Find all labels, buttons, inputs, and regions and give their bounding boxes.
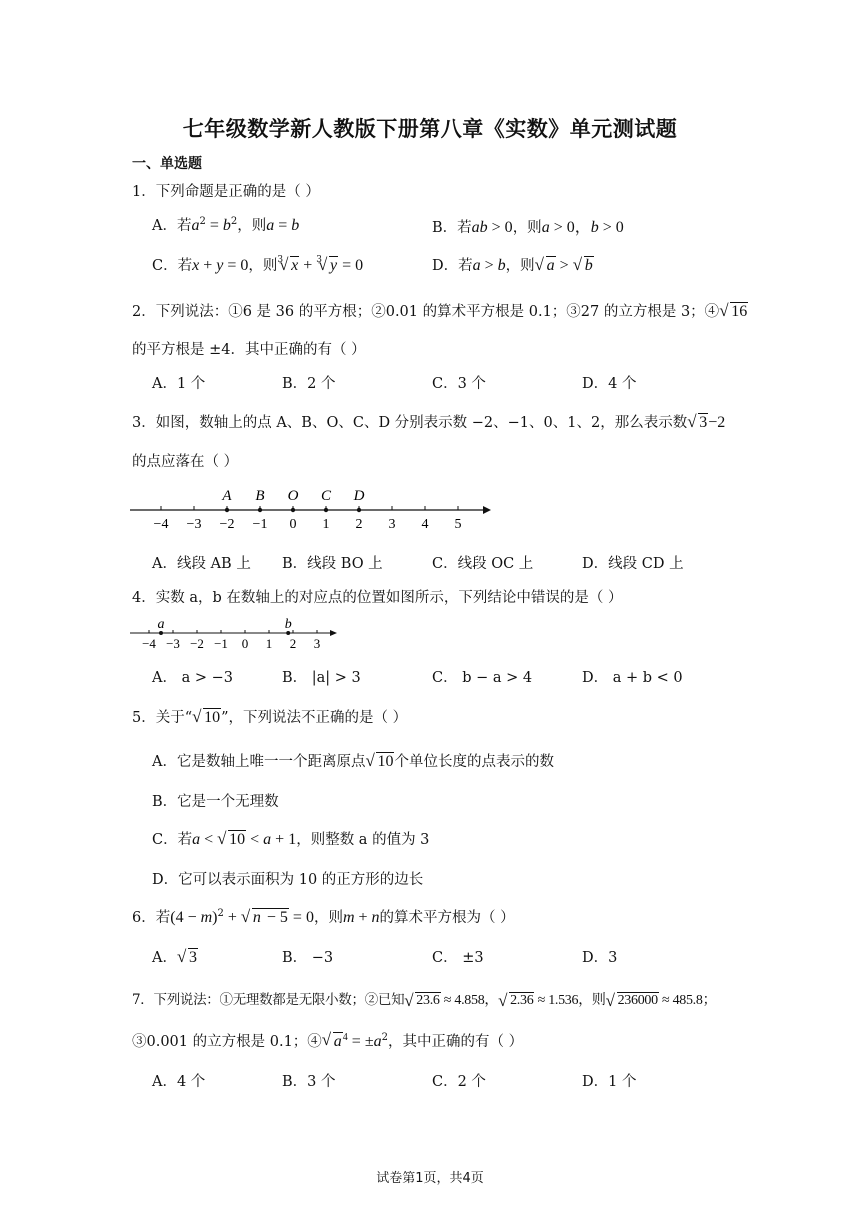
tick-label: 2 [289, 636, 297, 651]
question-4-stem: 4．实数 a，b 在数轴上的对应点的位置如图所示，下列结论中错误的是（ ） [132, 590, 623, 606]
question-1-stem: 1．下列命题是正确的是（ ） [132, 184, 320, 200]
page-title: 七年级数学新人教版下册第八章《实数》单元测试题 [182, 117, 678, 141]
point-label: a [157, 617, 165, 632]
tick-label: −2 [219, 517, 235, 532]
axis-arrow-icon [483, 506, 491, 514]
q1-option-d: D．若a > b，则√ a > √ b [432, 254, 594, 275]
q2-option-b: B．2 个 [282, 376, 336, 392]
q5-option-b: B．它是一个无理数 [152, 794, 279, 810]
tick-label: −3 [186, 517, 202, 532]
tick-label: 4 [421, 517, 429, 532]
q6-option-a: A．√ 3 [152, 946, 198, 967]
tick-label: −4 [153, 517, 169, 532]
q4-option-a: A． a > −3 [152, 670, 233, 686]
point-dot [291, 508, 295, 512]
point-label: D [353, 488, 365, 504]
question-7-line-2: ③0.001 的立方根是 0.1；④√ $a^4 = \pm a^2$，其中正确的有（ ） [132, 1030, 523, 1051]
point-dot [357, 508, 361, 512]
q3-option-b: B．线段 BO 上 [282, 556, 383, 572]
tick-label: −3 [166, 636, 180, 651]
tick-label: −2 [190, 636, 204, 651]
tick-label: 3 [388, 517, 396, 532]
question-6-stem: 6．若$(4 - m)^2$ + √ n − 5 = 0，则m + n的算术平方根为（ ） [132, 906, 515, 927]
question-2-line-2: 的平方根是 ±4．其中正确的有（ ） [132, 342, 366, 358]
page-footer: 试卷第1页，共4页 [376, 1171, 484, 1186]
q6-option-c: C． ±3 [432, 950, 484, 966]
section-heading: 一、单选题 [132, 156, 202, 172]
q2-option-a: A．1 个 [152, 376, 206, 392]
number-line-figure-4 [125, 613, 345, 655]
tick-label: 3 [313, 636, 321, 651]
number-line-figure-3 [125, 480, 495, 538]
q7-option-d: D．1 个 [582, 1074, 637, 1090]
question-5-stem: 5．关于“√ 10”，下列说法不正确的是（ ） [132, 706, 407, 727]
q5-option-c: C．若a < √ 10 < a + 1，则整数 a 的值为 3 [152, 828, 429, 849]
q3-option-a: A．线段 AB 上 [152, 556, 251, 572]
q1-option-c: C．若x + y = 0，则$^3$√ x + $^3$√ y = 0 [152, 254, 363, 275]
q3-option-c: C．线段 OC 上 [432, 556, 534, 572]
question-3-line-2: 的点应落在（ ） [132, 454, 239, 470]
q6-option-b: B． −3 [282, 950, 334, 966]
point-dot [258, 508, 262, 512]
q4-option-c: C． b − a > 4 [432, 670, 533, 686]
point-label: C [320, 488, 332, 504]
q4-option-d: D． a + b < 0 [582, 670, 683, 686]
tick-label: 0 [289, 517, 297, 532]
question-2-line-1: 2．下列说法：①6 是 36 的平方根；②0.01 的算术平方根是 0.1；③27 的立方根是 3；④√ 16 [132, 300, 748, 321]
q5-option-d: D．它可以表示面积为 10 的正方形的边长 [152, 872, 424, 888]
q3-option-d: D．线段 CD 上 [582, 556, 684, 572]
point-label: A [222, 488, 232, 504]
q1-option-a: A．若$a^2 = b^2$，则a = b [152, 216, 300, 234]
q6-option-d: D．3 [582, 950, 618, 966]
q1-option-b: B．若ab > 0，则a > 0，b > 0 [432, 219, 624, 236]
tick-label: 1 [322, 517, 330, 532]
tick-label: 2 [355, 517, 363, 532]
tick-label: −4 [142, 636, 156, 651]
point-dot [324, 508, 328, 512]
tick-label: −1 [252, 517, 268, 532]
tick-label: 0 [241, 636, 249, 651]
point-dot [225, 508, 229, 512]
q7-option-b: B．3 个 [282, 1074, 336, 1090]
tick-label: 1 [265, 636, 273, 651]
point-label: O [287, 488, 299, 504]
q5-option-a: A．它是数轴上唯一一个距离原点√ 10个单位长度的点表示的数 [152, 750, 554, 771]
q2-option-d: D．4 个 [582, 376, 637, 392]
point-label: b [284, 617, 292, 632]
tick-label: −1 [214, 636, 228, 651]
q7-option-c: C．2 个 [432, 1074, 486, 1090]
tick-label: 5 [454, 517, 462, 532]
question-7-line-1: 7．下列说法：①无理数都是无限小数；②已知√ 23.6 ≈ 4.858，√ 2.36 ≈ 1.536，则√ 236000 ≈ 485.8； [132, 988, 716, 1009]
point-label: B [255, 488, 265, 504]
q2-option-c: C．3 个 [432, 376, 486, 392]
axis-arrow-icon [330, 630, 337, 636]
q4-option-b: B． |a| > 3 [282, 670, 361, 686]
q7-option-a: A．4 个 [152, 1074, 206, 1090]
question-3-line-1: 3．如图，数轴上的点 A、B、O、C、D 分别表示数 −2、−1、0、1、2，那么表示数√ 3−2 [132, 411, 725, 432]
